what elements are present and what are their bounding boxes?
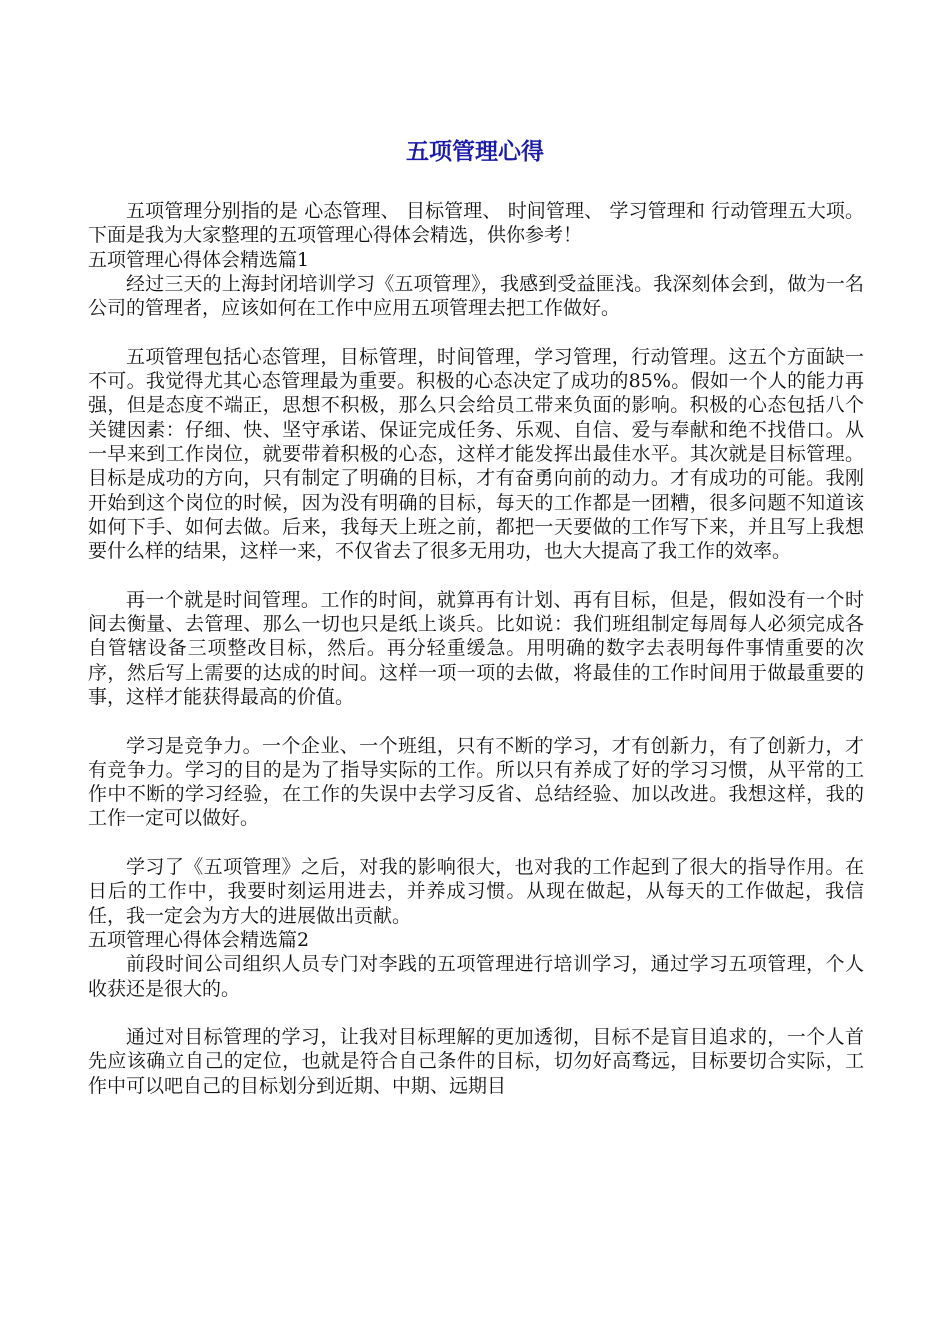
- section1-paragraph-3: 再一个就是时间管理。工作的时间，就算再有计划、再有目标，但是，假如没有一个时间去衡量、去管理、那么一切也只是纸上谈兵。比如说：我们班组制定每周每人必须完成各自管辖设备三项整改目标，然后。再分轻重缓急。用明确的数字去表明每件事情重要的次序，然后写上需要的达成的时间。这样一项一项的去做，将最佳的工作时间用于做最重要的事，这样才能获得最高的价值。: [88, 588, 864, 708]
- section1-paragraph-4: 学习是竞争力。一个企业、一个班组，只有不断的学习，才有创新力，有了创新力，才有竞争力。学习的目的是为了指导实际的工作。所以只有养成了好的学习习惯，从平常的工作中不断的学习经验，在工作的失误中去学习反省、总结经验、加以改进。我想这样，我的工作一定可以做好。: [88, 734, 864, 830]
- section1-paragraph-5: 学习了《五项管理》之后，对我的影响很大，也对我的工作起到了很大的指导作用。在日后的工作中，我要时刻运用进去，并养成习惯。从现在做起，从每天的工作做起，我信任，我一定会为方大的进展做出贡献。: [88, 856, 864, 927]
- section-heading-2: 五项管理心得体会精选篇2: [88, 928, 310, 951]
- document-title: 五项管理心得: [406, 139, 544, 165]
- section-heading-1: 五项管理心得体会精选篇1: [88, 248, 310, 271]
- intro-paragraph: 五项管理分别指的是 心态管理、 目标管理、 时间管理、 学习管理和 行动管理五大项。下面是我为大家整理的五项管理心得体会精选，供你参考！: [88, 200, 864, 247]
- section1-paragraph-1: 经过三天的上海封闭培训学习《五项管理》，我感到受益匪浅。我深刻体会到，做为一名公司的管理者，应该如何在工作中应用五项管理去把工作做好。: [88, 272, 864, 320]
- section1-paragraph-2: 五项管理包括心态管理，目标管理，时间管理，学习管理，行动管理。这五个方面缺一不可。我觉得尤其心态管理最为重要。积极的心态决定了成功的85%。假如一个人的能力再强，但是态度不端正，思想不积极，那么只会给员工带来负面的影响。积极的心态包括八个关键因素：仔细、快、坚守承诺、保证完成任务、乐观、自信、爱与奉献和绝不找借口。从一早来到工作岗位，就要带着积极的心态，这样才能发挥出最佳水平。其次就是目标管理。目标是成功的方向，只有制定了明确的目标，才有奋勇向前的动力。才有成功的可能。我刚开始到这个岗位的时候，因为没有明确的目标，每天的工作都是一团糟，很多问题不知道该如何下手、如何去做。后来，我每天上班之前，都把一天要做的工作写下来，并且写上我想要什么样的结果，这样一来，不仅省去了很多无用功，也大大提高了我工作的效率。: [88, 345, 864, 563]
- section2-paragraph-2: 通过对目标管理的学习，让我对目标理解的更加透彻，目标不是盲目追求的，一个人首先应该确立自己的定位，也就是符合自己条件的目标，切勿好高骛远，目标要切合实际，工作中可以吧自己的目标划分到近期、中期、远期目: [88, 1026, 864, 1097]
- document-body: [88, 199, 864, 1098]
- section2-paragraph-1: 前段时间公司组织人员专门对李践的五项管理进行培训学习，通过学习五项管理，个人收获还是很大的。: [88, 953, 864, 1000]
